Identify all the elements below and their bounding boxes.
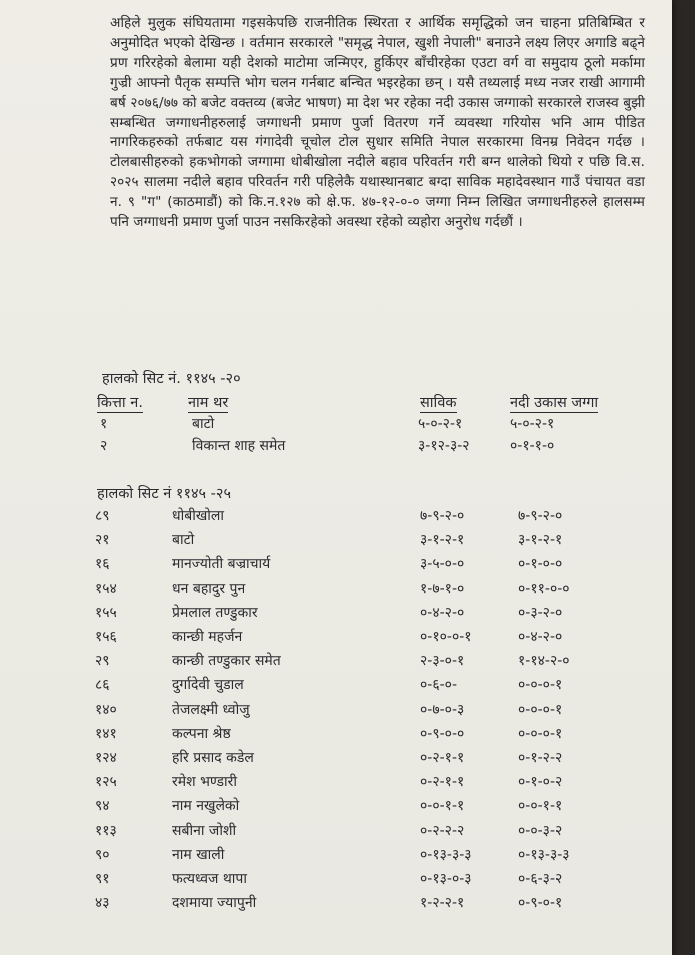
cell-name: बाटो bbox=[172, 532, 195, 549]
cell-name: हरि प्रसाद कडेल bbox=[172, 750, 254, 766]
cell-nadi: ०-१-१-० bbox=[510, 438, 555, 454]
cell-nadi: ०-१-०-२ bbox=[518, 774, 563, 791]
cell-sabik: १-२-२-१ bbox=[420, 895, 465, 912]
cell-sabik: ०-९-०-० bbox=[420, 725, 465, 742]
cell-nadi: ०-०-०-१ bbox=[518, 701, 563, 718]
cell-nadi: १-१४-२-० bbox=[518, 653, 570, 670]
header-sabik: साविक bbox=[420, 392, 457, 413]
table-row bbox=[0, 414, 672, 436]
cell-nadi: ०-०-०-१ bbox=[518, 725, 563, 742]
table-row bbox=[0, 579, 672, 601]
table-row bbox=[0, 796, 672, 818]
cell-name: फत्यध्वज थापा bbox=[172, 871, 248, 887]
section2-title: हालको सिट नं ११४५ -२५ bbox=[97, 486, 231, 502]
cell-name: दुर्गादेवी चुडाल bbox=[172, 677, 244, 694]
table-row bbox=[0, 675, 672, 697]
cell-nadi: ०-३-२-० bbox=[518, 604, 563, 621]
cell-kitta: ४३ bbox=[95, 895, 110, 912]
cell-nadi: ०-९-०-१ bbox=[518, 895, 563, 912]
table-row bbox=[0, 530, 672, 552]
cell-nadi: ०-०-०-१ bbox=[518, 677, 563, 694]
cell-kitta: ८९ bbox=[95, 508, 110, 524]
cell-sabik: १-७-१-० bbox=[420, 580, 465, 597]
cell-sabik: ०-६-०- bbox=[420, 677, 457, 694]
cell-sabik: ०-०-१-१ bbox=[420, 798, 465, 815]
cell-sabik: ७-९-२-० bbox=[420, 508, 465, 524]
cell-name: प्रेमलाल तण्डुकार bbox=[172, 604, 258, 621]
header-name: नाम थर bbox=[188, 392, 228, 413]
table-row bbox=[0, 436, 672, 458]
table-row bbox=[0, 700, 672, 722]
cell-kitta: २१ bbox=[95, 532, 110, 549]
cell-sabik: ०-२-१-१ bbox=[420, 750, 465, 766]
cell-kitta: ९० bbox=[95, 846, 110, 863]
cell-name: विकान्त शाह समेत bbox=[192, 438, 286, 454]
header-nadi: नदी उकास जग्गा bbox=[510, 392, 598, 413]
table-row bbox=[0, 869, 672, 891]
cell-kitta: ११३ bbox=[95, 822, 117, 839]
cell-kitta: १४० bbox=[95, 701, 117, 718]
cell-sabik: ०-१३-३-३ bbox=[420, 846, 472, 863]
cell-sabik: ०-१३-०-३ bbox=[420, 871, 472, 887]
cell-nadi: ०-०-१-१ bbox=[518, 798, 563, 815]
cell-kitta: २९ bbox=[95, 653, 110, 670]
section1-header-row bbox=[0, 392, 672, 414]
cell-kitta: २ bbox=[100, 438, 108, 454]
body-paragraph: अहिले मुलुक संघियतामा गइसकेपछि राजनीतिक स्थिरता र आर्थिक समृद्धिको जन चाहना प्रतिबिम्बित र अनुमोदित भएको देखिन्छ । वर्तमान सरकारले "समृद्ध नेपाल, खुशी नेपाली" बनाउने लक्ष्य लिएर अगाडि बढ्ने प्रण गरिरहेको बेलामा यही देशको माटोमा जन्मिएर, हुर्किएर बाँचीरहेका एउटा वर्ग वा समुदाय ठूलो मर्कामा गुज्री आफ्नो पैतृक सम्पत्ति भोग चलन गर्नबाट बन्चित भइरहेका छन् । यसै तथ्यलाई मध्य नजर राखी आगामी बर्ष २०७६/७७ को बजेट वक्तव्य (बजेट भाषण) मा देश भर रहेका नदी उकास जग्गाको सरकारले राजस्व बुझी सम्बन्धित जग्गाधनीहरुलाई जग्गाधनी प्रमाण पुर्जा वितरण गर्ने व्यवस्था गरियोस भनि आम पीडित नागरिकहरुको तर्फबाट यस गंगादेवी चूचोल टोल सुधार समिति नेपाल सरकारमा विनम्र निवेदन गर्दछ । टोलबासीहरुको हकभोगको जग्गामा धोबीखोला नदीले बहाव परिवर्तन गरी बग्न थालेको थियो र पछि वि.स. २०२५ सालमा नदीले बहाव परिवर्तन गरी पहिलेकै यथास्थानबाट बग्दा साविक महादेवस्थान गाउँ पंचायत वडा न. ९ "ग" (काठमाडौं) को कि.न.१२७ को क्षे.फ. ४७-१२-०-० जग्गा निम्न लिखित जग्गाधनीहरुले हालसम्म पनि जग्गाधनी प्रमाण पुर्जा पाउन नसकिरहेको अवस्था रहेको व्यहोरा अनुरोध गर्दछौं । bbox=[110, 15, 645, 231]
table-row bbox=[0, 724, 672, 746]
cell-sabik: ३-१-२-१ bbox=[420, 532, 465, 549]
cell-kitta: १६ bbox=[95, 556, 110, 573]
cell-name: कान्छी महर्जन bbox=[172, 629, 243, 645]
cell-sabik: ५-०-२-१ bbox=[418, 416, 463, 432]
cell-kitta: १५४ bbox=[95, 580, 117, 597]
table-row bbox=[0, 821, 672, 843]
table-row bbox=[0, 506, 672, 528]
cell-nadi: ०-०-३-२ bbox=[518, 822, 563, 839]
cell-nadi: ३-१-२-१ bbox=[518, 532, 563, 549]
cell-nadi: ०-११-०-० bbox=[518, 580, 570, 597]
cell-name: दशमाया ज्यापुनी bbox=[172, 895, 257, 912]
cell-sabik: ३-१२-३-२ bbox=[418, 438, 470, 454]
cell-name: सबीना जोशी bbox=[172, 822, 237, 839]
header-kitta: कित्ता न. bbox=[97, 392, 143, 413]
cell-sabik: ०-७-०-३ bbox=[420, 701, 465, 718]
cell-nadi: ०-१-०-० bbox=[518, 556, 563, 573]
cell-name: तेजलक्ष्मी ध्वोजु bbox=[172, 701, 250, 718]
cell-kitta: ९१ bbox=[95, 871, 110, 887]
cell-name: बाटो bbox=[192, 416, 215, 432]
section1-title: हालको सिट नं. ११४५ -२० bbox=[102, 371, 241, 387]
table-row bbox=[0, 893, 672, 915]
cell-name: कान्छी तण्डुकार समेत bbox=[172, 653, 281, 670]
cell-sabik: ०-२-२-२ bbox=[420, 822, 465, 839]
cell-name: रमेश भण्डारी bbox=[172, 774, 238, 791]
cell-sabik: ०-१०-०-१ bbox=[420, 629, 472, 645]
cell-kitta: ९४ bbox=[95, 798, 110, 815]
cell-nadi: ०-४-२-० bbox=[518, 629, 563, 645]
cell-kitta: १२४ bbox=[95, 750, 117, 766]
table-row bbox=[0, 748, 672, 770]
cell-name: धन बहादुर पुन bbox=[172, 580, 246, 597]
cell-nadi: ०-१३-३-३ bbox=[518, 846, 570, 863]
cell-kitta: १४१ bbox=[95, 725, 117, 742]
cell-sabik: ३-५-०-० bbox=[420, 556, 465, 573]
table-row bbox=[0, 845, 672, 867]
cell-name: मानज्योती बज्राचार्य bbox=[172, 556, 271, 573]
cell-nadi: ०-६-३-२ bbox=[518, 871, 563, 887]
cell-kitta: १ bbox=[100, 416, 108, 432]
table-row bbox=[0, 627, 672, 649]
cell-name: नाम खाली bbox=[172, 846, 225, 863]
cell-sabik: ०-२-१-१ bbox=[420, 774, 465, 791]
table-row bbox=[0, 603, 672, 625]
cell-name: कल्पना श्रेष्ठ bbox=[172, 725, 231, 742]
cell-kitta: ८६ bbox=[95, 677, 110, 694]
table-row bbox=[0, 772, 672, 794]
cell-kitta: १५५ bbox=[95, 604, 117, 621]
cell-kitta: १५६ bbox=[95, 629, 117, 645]
cell-sabik: ०-४-२-० bbox=[420, 604, 465, 621]
table-row bbox=[0, 651, 672, 673]
cell-nadi: ०-१-२-२ bbox=[518, 750, 563, 766]
table-row bbox=[0, 554, 672, 576]
cell-nadi: ५-०-२-१ bbox=[510, 416, 555, 432]
cell-name: धोबीखोला bbox=[172, 508, 225, 524]
cell-sabik: २-३-०-१ bbox=[420, 653, 465, 670]
cell-nadi: ७-९-२-० bbox=[518, 508, 563, 524]
cell-kitta: १२५ bbox=[95, 774, 117, 791]
cell-name: नाम नखुलेको bbox=[172, 798, 240, 815]
